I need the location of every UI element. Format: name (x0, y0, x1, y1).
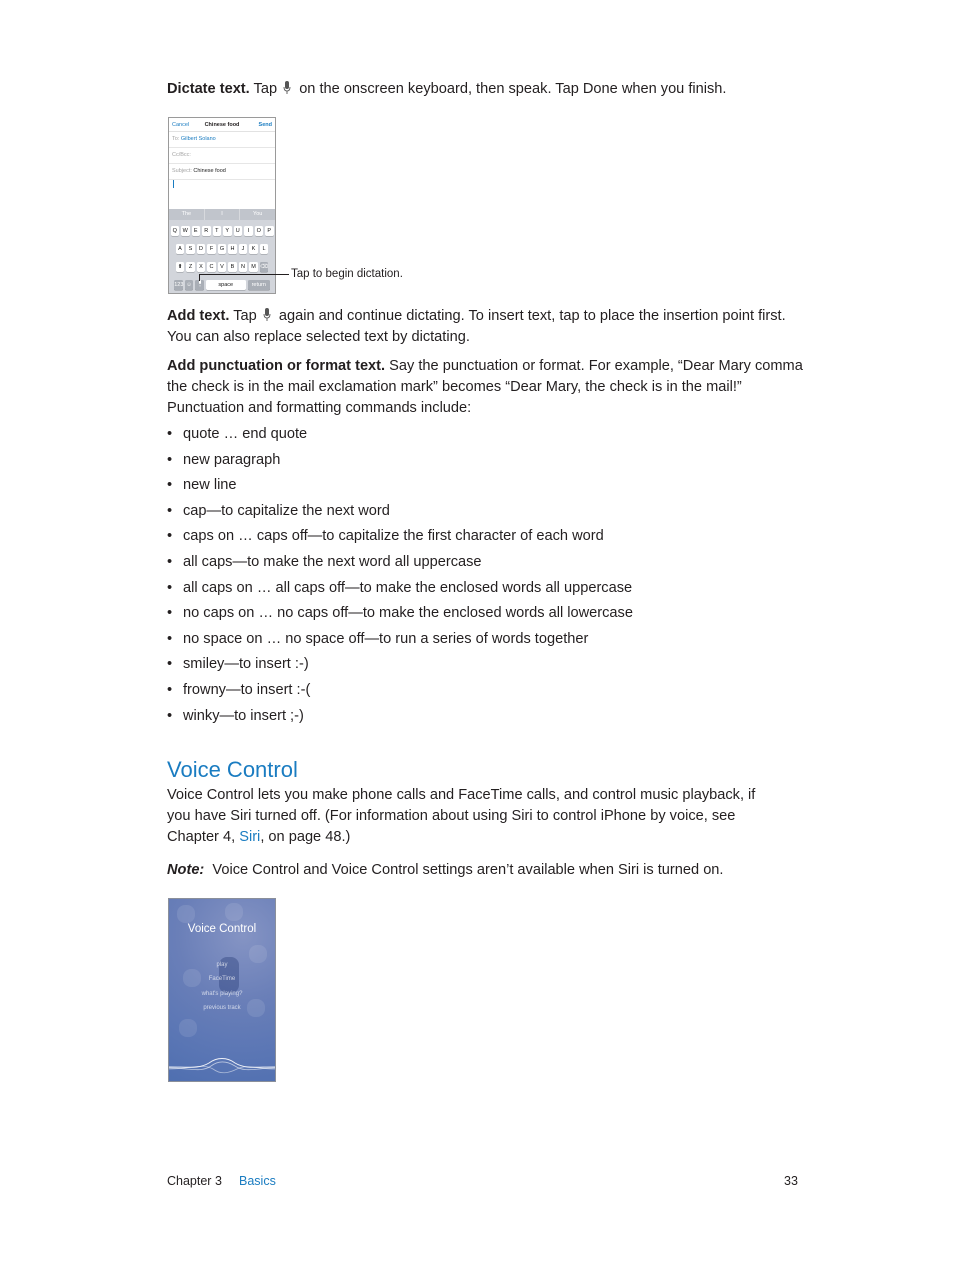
bullet-glyph: • (167, 426, 173, 442)
voice-body: Voice Control lets you make phone calls and FaceTime calls, and control music playback, if you have Siri turned off. (For information about using Siri to control iPhone by voice, see Chapter 4, (167, 787, 756, 845)
suggestion-item[interactable]: I (205, 209, 241, 220)
letter-key[interactable]: V (218, 262, 227, 272)
delete-key[interactable]: ⌫ (260, 264, 268, 270)
list-item (167, 654, 633, 680)
letter-keys (186, 262, 258, 272)
page-number: 33 (784, 1174, 798, 1188)
bullet-glyph: • (167, 477, 173, 494)
dictate-post: on the onscreen keyboard, then speak. Tap Done when you finish. (299, 81, 727, 97)
list-item-text: all caps—to make the next word all uppercase (183, 553, 482, 570)
letter-key[interactable]: S (186, 244, 195, 254)
list-item (167, 680, 633, 706)
letter-key[interactable]: L (260, 244, 269, 254)
list-item-text: no caps on … no caps off—to make the enclosed words all lowercase (183, 605, 633, 622)
letter-key[interactable]: B (228, 262, 237, 272)
letter-key[interactable]: P (265, 226, 274, 236)
letter-key[interactable]: R (202, 226, 211, 236)
mail-compose-screenshot (168, 117, 276, 294)
suggestion-item[interactable]: The (169, 209, 205, 220)
subject-label: Subject: (172, 168, 192, 174)
dictate-paragraph (167, 79, 807, 100)
letter-key[interactable]: D (197, 244, 206, 254)
add-text-heading: Add text. (167, 308, 230, 324)
bullet-glyph: • (167, 630, 173, 647)
list-item-text: cap—to capitalize the next word (183, 502, 390, 519)
microphone-icon (283, 81, 291, 95)
voice-control-title: Voice Control (187, 923, 257, 935)
microphone-icon (263, 308, 271, 322)
cancel-button[interactable]: Cancel (172, 122, 190, 128)
voice-paragraph (167, 785, 767, 848)
bullet-glyph: • (167, 681, 173, 698)
blurred-app-icon (249, 945, 267, 963)
letter-key[interactable]: X (197, 262, 206, 272)
letter-key[interactable]: C (207, 262, 216, 272)
shift-key[interactable]: ⬆ (177, 264, 183, 270)
list-item (167, 526, 633, 552)
to-label: To: (172, 136, 180, 142)
callout-line (199, 274, 289, 275)
keyboard-row-1 (169, 226, 275, 236)
bullet-glyph: • (167, 528, 173, 545)
list-item-text: winky—to insert ;-) (183, 707, 304, 724)
siri-link[interactable]: Siri (239, 829, 261, 845)
letter-key[interactable]: F (207, 244, 216, 254)
list-item-text: new line (183, 477, 237, 494)
blurred-app-icon (177, 905, 195, 923)
punctuation-paragraph (167, 356, 807, 419)
letter-key[interactable]: Q (171, 226, 180, 236)
onscreen-keyboard (169, 209, 275, 293)
list-item-text: new paragraph (183, 451, 281, 468)
list-item (167, 603, 633, 629)
to-field[interactable] (169, 132, 275, 148)
dictation-callout: Tap to begin dictation. (291, 268, 403, 280)
list-item (167, 629, 633, 655)
voice-command: FaceTime (208, 976, 236, 982)
suggestion-bar (169, 209, 275, 220)
bullet-glyph: • (167, 656, 173, 673)
return-key[interactable]: return (248, 280, 270, 290)
letter-key[interactable]: T (213, 226, 222, 236)
letter-key[interactable]: U (234, 226, 243, 236)
dictate-pre: Tap (253, 81, 278, 97)
note-body: Voice Control and Voice Control settings aren’t available when Siri is turned on. (212, 862, 724, 878)
blurred-app-icon (179, 1019, 197, 1037)
keyboard-row-2 (169, 244, 275, 254)
list-item-text: smiley—to insert :-) (183, 656, 309, 673)
letter-key[interactable]: Y (223, 226, 232, 236)
letter-key[interactable]: M (251, 264, 256, 270)
punctuation-heading: Add punctuation or format text. (167, 358, 386, 374)
bullet-glyph: • (167, 502, 173, 519)
list-item (167, 552, 633, 578)
note-paragraph (167, 860, 807, 881)
list-item-text: all caps on … all caps off—to make the enclosed words all uppercase (183, 579, 633, 596)
mail-title: Chinese food (204, 122, 240, 128)
suggestion-item[interactable]: You (253, 211, 263, 217)
voice-body-end: , on page 48.) (260, 829, 351, 845)
bullet-glyph: • (167, 707, 173, 724)
list-item (167, 424, 633, 450)
numbers-key[interactable]: 123 (174, 282, 184, 288)
voice-command: previous track (203, 1005, 241, 1011)
list-item (167, 501, 633, 527)
dictate-heading: Dictate text. (167, 81, 250, 97)
list-item (167, 578, 633, 604)
list-item-text: quote … end quote (183, 426, 308, 442)
list-item-text: caps on … caps off—to capitalize the first character of each word (183, 528, 604, 545)
waveform-icon (169, 1049, 275, 1081)
callout-tick (199, 274, 200, 281)
add-text-post: again and continue dictating. To insert text, tap to place the insertion point first. You can also replace selected text by dictating. (167, 308, 786, 345)
list-item (167, 706, 633, 732)
list-item (167, 450, 633, 476)
letter-key[interactable]: J (239, 244, 248, 254)
letter-key[interactable]: E (192, 226, 201, 236)
subject-value: Chinese food (193, 168, 226, 174)
dictation-microphone-icon[interactable] (195, 280, 204, 290)
letter-key[interactable]: W (182, 228, 188, 234)
footer-chapter: Chapter 3 (167, 1174, 222, 1188)
add-text-paragraph (167, 306, 807, 348)
punctuation-body: Say the punctuation or format. For example, “Dear Mary comma the check is in the mail exclamation mark” becomes “Dear Mary, the check is in the mail!” Punctuation and formatting commands include: (167, 358, 803, 416)
letter-key[interactable]: O (255, 226, 264, 236)
list-item-text: frowny—to insert :-( (183, 681, 311, 698)
list-item-text: no space on … no space off—to run a series of words together (183, 630, 589, 647)
add-text-pre: Tap (233, 308, 257, 324)
list-item (167, 475, 633, 501)
bullet-glyph: • (167, 451, 173, 468)
bullet-glyph: • (167, 553, 173, 570)
letter-key[interactable]: H (228, 244, 237, 254)
keyboard-row-4 (169, 280, 275, 290)
cc-label: Cc/Bcc: (172, 152, 191, 158)
mail-nav-bar (169, 118, 275, 132)
bullet-glyph: • (167, 579, 173, 596)
space-key[interactable]: space (206, 280, 246, 290)
voice-command: play (216, 962, 228, 968)
letter-key[interactable]: I (244, 226, 253, 236)
bullet-glyph: • (167, 605, 173, 622)
blurred-app-icon (225, 903, 243, 921)
section-heading: Voice Control (167, 757, 298, 782)
microphone-icon (198, 280, 202, 287)
insertion-cursor (173, 180, 174, 188)
footer-section-link[interactable]: Basics (239, 1174, 276, 1188)
voice-control-screenshot (168, 898, 276, 1082)
letter-key[interactable]: G (218, 244, 227, 254)
voice-command: what's playing? (201, 991, 243, 997)
keyboard-row-3 (169, 262, 275, 272)
cc-field[interactable] (169, 148, 275, 164)
note-label: Note: (167, 862, 205, 878)
letter-key[interactable]: K (249, 244, 258, 254)
subject-field[interactable] (169, 164, 275, 180)
send-button[interactable]: Send (258, 122, 272, 128)
letter-key[interactable]: Z (186, 262, 195, 272)
to-value: Gilbert Solano (180, 136, 216, 142)
command-list (167, 424, 633, 731)
letter-key[interactable]: A (176, 244, 185, 254)
letter-key[interactable]: N (239, 262, 248, 272)
emoji-icon[interactable]: ☺ (186, 282, 192, 288)
